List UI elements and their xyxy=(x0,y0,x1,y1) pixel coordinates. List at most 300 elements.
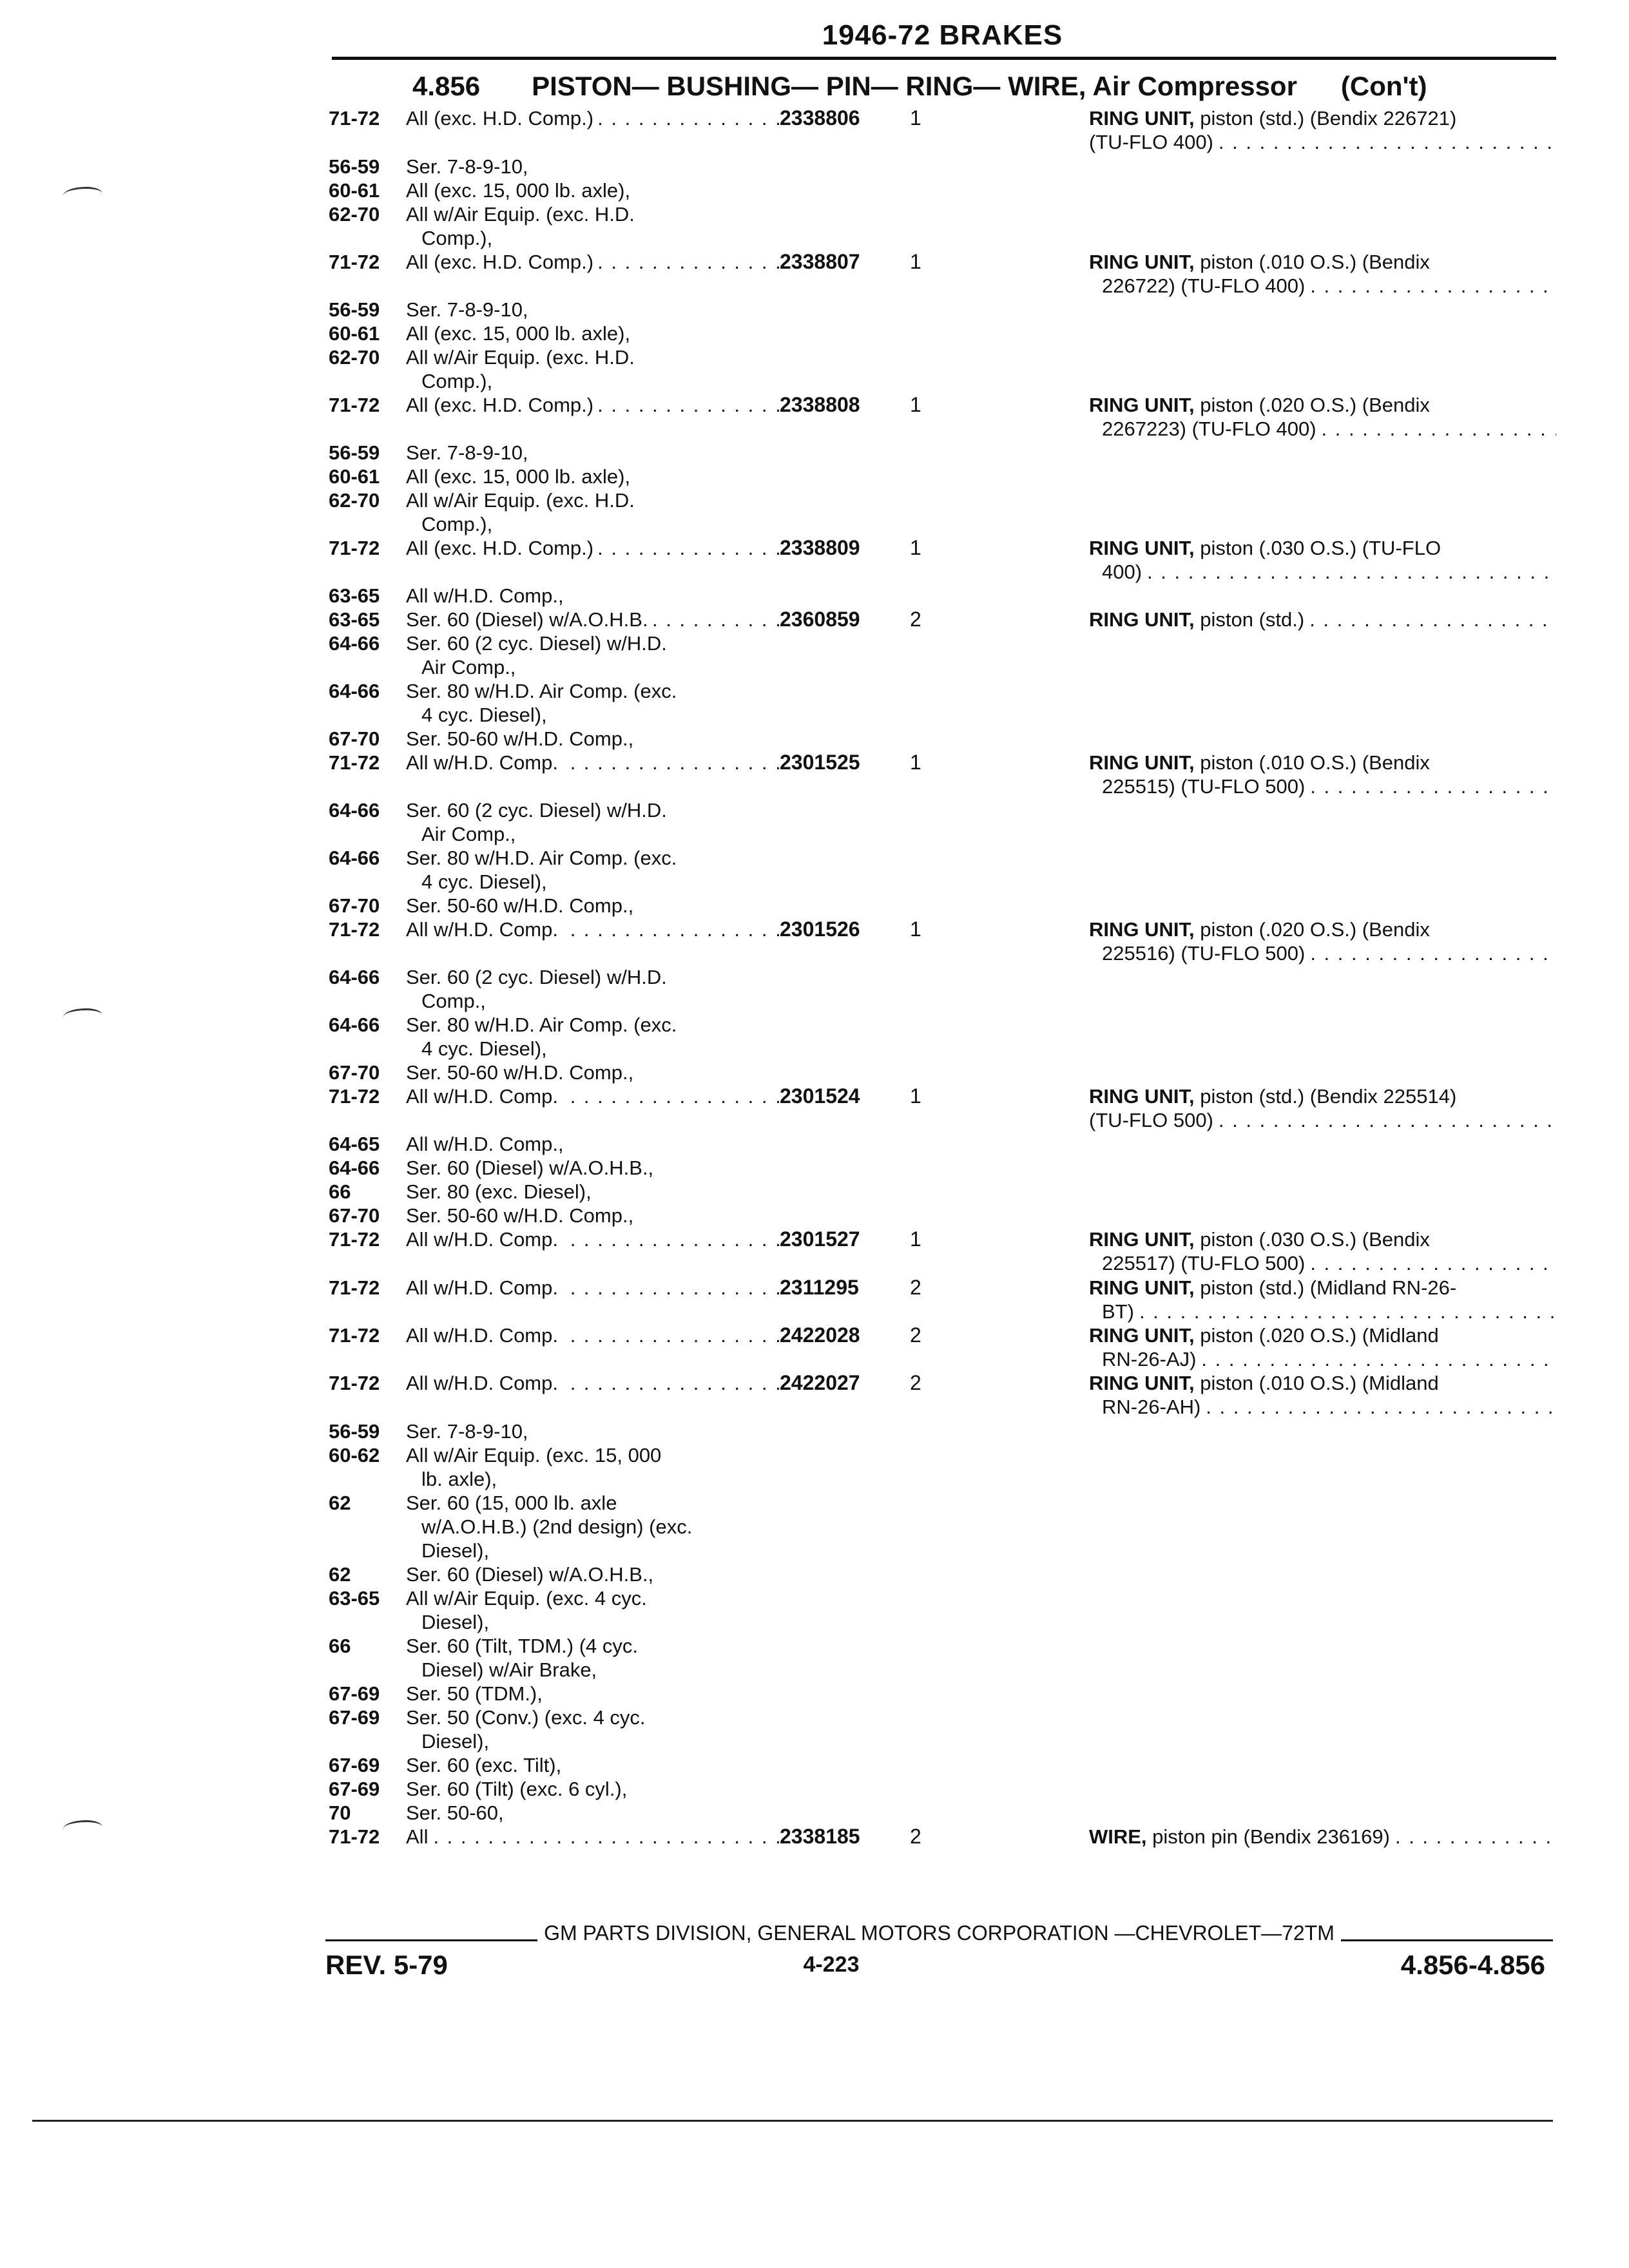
footer-page-number: 4-223 xyxy=(803,1952,860,1977)
description-detail: 400) xyxy=(1102,561,1142,583)
model-years: 62 xyxy=(329,1492,351,1514)
application-text xyxy=(406,226,780,250)
application-text xyxy=(406,250,780,274)
part-number: 2301525 xyxy=(780,751,860,774)
application-text-value: All w/Air Equip. (exc. H.D. xyxy=(406,203,639,226)
part-number: 2422028 xyxy=(780,1323,860,1347)
application-text xyxy=(406,1825,780,1849)
application-text xyxy=(406,751,780,774)
footer-rule-left xyxy=(325,1939,537,1941)
description-line xyxy=(1089,1371,1556,1395)
application-text-value: Ser. 60 (15, 000 lb. axle xyxy=(406,1492,621,1514)
description-detail: RN-26-AJ) xyxy=(1102,1348,1197,1370)
description-detail: (TU-FLO 500) xyxy=(1089,1109,1213,1131)
model-years: 71-72 xyxy=(329,1825,380,1848)
model-years: 67-69 xyxy=(329,1778,380,1800)
application-text-value: Air Comp., xyxy=(421,823,519,845)
application-text-value: All (exc. 15, 000 lb. axle), xyxy=(406,465,634,488)
application-text-value: Ser. 60 (Diesel) w/A.O.H.B. xyxy=(406,608,652,631)
description-detail: (TU-FLO 400) xyxy=(1089,131,1213,153)
application-text xyxy=(406,1013,780,1037)
application-text-value: Ser. 50-60 w/H.D. Comp., xyxy=(406,727,637,750)
application-line xyxy=(329,1132,780,1156)
description-line xyxy=(1089,1251,1556,1275)
application-text-value: Ser. 80 (exc. Diesel), xyxy=(406,1180,595,1203)
model-years xyxy=(329,1658,406,1682)
quantity: 2 xyxy=(910,1371,921,1394)
model-years: 60-61 xyxy=(329,322,380,345)
application-list xyxy=(329,798,780,941)
application-line xyxy=(329,989,780,1013)
application-line xyxy=(329,965,780,989)
model-years: 67-70 xyxy=(329,894,380,917)
model-years: 71-72 xyxy=(329,251,380,273)
description-item-name: RING UNIT, xyxy=(1089,1324,1195,1347)
application-text-value: Ser. 50 (Conv.) (exc. 4 cyc. xyxy=(406,1706,650,1729)
application-line xyxy=(329,1777,780,1801)
description-line xyxy=(1089,1395,1556,1419)
footer-rule-right xyxy=(1341,1939,1553,1941)
model-years xyxy=(329,1610,406,1634)
description-item-name: RING UNIT, xyxy=(1089,394,1195,416)
application-line xyxy=(329,918,780,941)
application-text-value: All w/H.D. Comp., xyxy=(406,584,568,607)
part-number: 2338806 xyxy=(780,106,860,130)
description-line xyxy=(1089,1300,1556,1323)
part-number: 2360859 xyxy=(780,608,860,631)
application-list xyxy=(329,155,780,274)
page-header-title: 1946-72 BRAKES xyxy=(822,19,1063,51)
part-number: 2422027 xyxy=(780,1371,860,1394)
application-line xyxy=(329,1562,780,1586)
description-item-name: RING UNIT, xyxy=(1089,751,1195,774)
application-line xyxy=(329,1227,780,1251)
application-text-value: Diesel), xyxy=(421,1539,493,1562)
part-number: 2311295 xyxy=(780,1276,859,1299)
application-list xyxy=(329,608,780,631)
application-line xyxy=(329,894,780,918)
application-text xyxy=(406,1658,780,1682)
application-line xyxy=(329,345,780,369)
application-list xyxy=(329,1371,780,1395)
application-line xyxy=(329,703,780,727)
application-text-value: All w/Air Equip. (exc. 15, 000 xyxy=(406,1444,665,1466)
application-text xyxy=(406,155,780,178)
application-text-value: All (exc. H.D. Comp.) xyxy=(406,537,597,559)
application-text-value: All w/H.D. Comp. xyxy=(406,918,562,941)
description-item-name: RING UNIT, xyxy=(1089,1276,1195,1299)
part-number: 2338808 xyxy=(780,393,860,416)
application-text xyxy=(406,822,780,846)
application-line xyxy=(329,488,780,512)
model-years: 67-70 xyxy=(329,727,380,750)
application-text xyxy=(406,870,780,894)
description-item-name: RING UNIT, xyxy=(1089,608,1195,631)
application-text-value: Ser. 60 (2 cyc. Diesel) w/H.D. xyxy=(406,799,671,822)
application-line xyxy=(329,1204,780,1227)
model-years: 71-72 xyxy=(329,1085,380,1108)
application-line xyxy=(329,1156,780,1180)
application-line xyxy=(329,226,780,250)
footer-corporation: GM PARTS DIVISION, GENERAL MOTORS CORPORATION —CHEVROLET—72TM xyxy=(544,1921,1335,1945)
model-years: 67-69 xyxy=(329,1682,380,1705)
description-line xyxy=(1089,774,1556,798)
description-detail: 225517) (TU-FLO 500) xyxy=(1102,1252,1306,1274)
model-years: 56-59 xyxy=(329,298,380,321)
application-text-value: Ser. 50-60 w/H.D. Comp., xyxy=(406,1204,637,1227)
description-detail: piston (.030 O.S.) (Bendix xyxy=(1194,1228,1430,1251)
description-detail: piston (std.) (Bendix 226721) xyxy=(1194,107,1457,130)
description-detail: piston (.010 O.S.) (Bendix xyxy=(1194,751,1430,774)
application-line xyxy=(329,1276,780,1300)
model-years: 71-72 xyxy=(329,1276,380,1299)
application-text xyxy=(406,345,780,369)
quantity: 1 xyxy=(910,393,921,416)
application-list xyxy=(329,1419,780,1849)
application-line xyxy=(329,1658,780,1682)
description-detail: piston pin (Bendix 236169) xyxy=(1146,1825,1390,1848)
application-text-value: All w/Air Equip. (exc. 4 cyc. xyxy=(406,1587,651,1610)
application-text-value: Diesel) w/Air Brake, xyxy=(421,1658,601,1681)
application-line xyxy=(329,322,780,345)
quantity: 1 xyxy=(910,106,921,130)
application-text xyxy=(406,918,780,941)
application-line xyxy=(329,1729,780,1753)
application-text-value: 4 cyc. Diesel), xyxy=(421,870,551,893)
description-line xyxy=(1089,1276,1556,1300)
description-line xyxy=(1089,918,1556,941)
description-line xyxy=(1089,1347,1556,1371)
application-text xyxy=(406,441,780,465)
binding-hole-mark xyxy=(63,1008,102,1023)
model-years: 71-72 xyxy=(329,1228,380,1251)
quantity: 1 xyxy=(910,751,921,774)
part-description xyxy=(1089,106,1556,154)
application-text-value: All (exc. H.D. Comp.) xyxy=(406,394,597,416)
application-text xyxy=(406,1180,780,1204)
application-text xyxy=(406,1682,780,1706)
application-line xyxy=(329,393,780,417)
application-text-value: All w/H.D. Comp. xyxy=(406,1276,562,1299)
application-text xyxy=(406,1706,780,1729)
part-description xyxy=(1089,1323,1556,1371)
application-line xyxy=(329,1682,780,1706)
application-line xyxy=(329,1801,780,1825)
application-line xyxy=(329,1037,780,1061)
application-text-value: Ser. 7-8-9-10, xyxy=(406,155,532,178)
model-years: 66 xyxy=(329,1635,351,1657)
application-list xyxy=(329,441,780,560)
application-text-value: Ser. 60 (Diesel) w/A.O.H.B., xyxy=(406,1157,657,1179)
application-text-value: All (exc. H.D. Comp.) xyxy=(406,107,597,130)
application-line xyxy=(329,202,780,226)
application-line xyxy=(329,1586,780,1610)
description-item-name: WIRE, xyxy=(1089,1825,1147,1848)
description-item-name: RING UNIT, xyxy=(1089,1372,1195,1394)
application-text-value: Air Comp., xyxy=(421,656,519,678)
application-text xyxy=(406,679,780,703)
model-years: 64-66 xyxy=(329,632,380,655)
model-years: 67-70 xyxy=(329,1061,380,1084)
application-line xyxy=(329,465,780,488)
application-text-value: Ser. 50 (TDM.), xyxy=(406,1682,546,1705)
application-line xyxy=(329,1443,780,1467)
description-detail: RN-26-AH) xyxy=(1102,1396,1201,1418)
description-line xyxy=(1089,560,1556,584)
model-years: 71-72 xyxy=(329,107,380,130)
model-years: 66 xyxy=(329,1180,351,1203)
application-line xyxy=(329,655,780,679)
application-text-value: Ser. 60 (exc. Tilt), xyxy=(406,1754,565,1776)
description-detail: BT) xyxy=(1102,1300,1134,1323)
application-text xyxy=(406,1610,780,1634)
model-years: 64-66 xyxy=(329,1157,380,1179)
application-text-value: Ser. 50-60 w/H.D. Comp., xyxy=(406,894,637,917)
description-line xyxy=(1089,1108,1556,1132)
footer-revision: REV. 5-79 xyxy=(325,1950,448,1980)
application-text xyxy=(406,1084,780,1108)
application-text xyxy=(406,1371,780,1395)
description-item-name: RING UNIT, xyxy=(1089,1085,1195,1108)
quantity: 2 xyxy=(910,1323,921,1347)
model-years: 64-66 xyxy=(329,1014,380,1036)
application-text xyxy=(406,894,780,918)
part-description xyxy=(1089,1084,1556,1132)
model-years: 63-65 xyxy=(329,608,380,631)
application-text xyxy=(406,1419,780,1443)
application-line xyxy=(329,1084,780,1108)
model-years: 71-72 xyxy=(329,1372,380,1394)
application-text xyxy=(406,989,780,1013)
model-years: 64-66 xyxy=(329,799,380,822)
model-years: 64-66 xyxy=(329,680,380,702)
application-text xyxy=(406,1777,780,1801)
part-number: 2301527 xyxy=(780,1227,860,1251)
application-text xyxy=(406,1467,780,1491)
model-years: 62-70 xyxy=(329,203,380,226)
part-description xyxy=(1089,1227,1556,1275)
application-text xyxy=(406,1729,780,1753)
description-line xyxy=(1089,130,1556,154)
application-line xyxy=(329,369,780,393)
application-text xyxy=(406,178,780,202)
description-detail: piston (std.) (Bendix 225514) xyxy=(1194,1085,1457,1108)
application-line xyxy=(329,798,780,822)
description-item-name: RING UNIT, xyxy=(1089,251,1195,273)
description-detail: piston (.020 O.S.) (Midland xyxy=(1194,1324,1439,1347)
description-detail: 226722) (TU-FLO 400) xyxy=(1102,274,1306,297)
description-line xyxy=(1089,608,1556,631)
description-item-name: RING UNIT, xyxy=(1089,537,1195,559)
part-description xyxy=(1089,918,1556,965)
application-text-value: 4 cyc. Diesel), xyxy=(421,704,551,726)
application-text xyxy=(406,846,780,870)
footer-corporation-line xyxy=(325,1921,1553,1945)
model-years: 60-61 xyxy=(329,465,380,488)
application-line xyxy=(329,1610,780,1634)
part-number: 2338809 xyxy=(780,536,860,559)
application-text-value: Comp.), xyxy=(421,370,496,392)
part-description xyxy=(1089,608,1556,631)
model-years: 56-59 xyxy=(329,155,380,178)
description-line xyxy=(1089,274,1556,298)
application-line xyxy=(329,1061,780,1084)
model-years: 63-65 xyxy=(329,584,380,607)
application-text-value: All w/Air Equip. (exc. H.D. xyxy=(406,489,639,512)
section-heading xyxy=(412,71,1427,102)
description-detail: piston (.030 O.S.) (TU-FLO xyxy=(1194,537,1441,559)
part-description xyxy=(1089,393,1556,441)
model-years: 62-70 xyxy=(329,346,380,369)
application-text-value: Comp.), xyxy=(421,227,496,249)
application-text xyxy=(406,322,780,345)
application-text-value: All w/H.D. Comp. xyxy=(406,1228,562,1251)
application-list xyxy=(329,106,780,130)
application-text xyxy=(406,1132,780,1156)
model-years: 64-66 xyxy=(329,847,380,869)
application-line xyxy=(329,106,780,130)
quantity: 1 xyxy=(910,250,921,273)
application-line xyxy=(329,679,780,703)
model-years: 67-69 xyxy=(329,1754,380,1776)
application-line xyxy=(329,1634,780,1658)
description-line xyxy=(1089,1825,1556,1849)
quantity: 1 xyxy=(910,536,921,559)
application-line xyxy=(329,1825,780,1849)
application-line xyxy=(329,441,780,465)
application-text-value: Diesel), xyxy=(421,1611,493,1633)
application-text xyxy=(406,798,780,822)
application-text xyxy=(406,1156,780,1180)
model-years: 67-69 xyxy=(329,1706,380,1729)
model-years: 56-59 xyxy=(329,1420,380,1443)
part-description xyxy=(1089,1371,1556,1419)
application-text-value: Diesel), xyxy=(421,1730,493,1753)
model-years xyxy=(329,870,406,894)
section-continued: (Con't) xyxy=(1340,71,1427,101)
application-text-value: All w/H.D. Comp. xyxy=(406,1372,562,1394)
application-text xyxy=(406,536,780,560)
application-text xyxy=(406,608,780,631)
description-line xyxy=(1089,536,1556,560)
application-text-value: Ser. 60 (Diesel) w/A.O.H.B., xyxy=(406,1563,657,1586)
part-number: 2301524 xyxy=(780,1084,860,1108)
application-text xyxy=(406,298,780,322)
description-detail: 225515) (TU-FLO 500) xyxy=(1102,775,1306,798)
model-years xyxy=(329,1515,406,1539)
header-rule xyxy=(332,57,1556,60)
application-list xyxy=(329,584,780,608)
application-text xyxy=(406,703,780,727)
model-years xyxy=(329,1539,406,1562)
model-years xyxy=(329,1467,406,1491)
description-line xyxy=(1089,1084,1556,1108)
application-line xyxy=(329,1419,780,1443)
application-line xyxy=(329,178,780,202)
application-list xyxy=(329,1323,780,1347)
model-years: 67-70 xyxy=(329,1204,380,1227)
application-text-value: All (exc. H.D. Comp.) xyxy=(406,251,597,273)
application-text xyxy=(406,1443,780,1467)
application-text xyxy=(406,393,780,417)
part-description xyxy=(1089,536,1556,584)
application-text-value: All w/H.D. Comp. xyxy=(406,1085,562,1108)
scan-bottom-rule xyxy=(32,2120,1553,2122)
application-line xyxy=(329,846,780,870)
description-line xyxy=(1089,941,1556,965)
application-text-value: Ser. 60 (2 cyc. Diesel) w/H.D. xyxy=(406,632,671,655)
application-text-value: All (exc. 15, 000 lb. axle), xyxy=(406,179,634,202)
description-line xyxy=(1089,106,1556,130)
application-line xyxy=(329,584,780,608)
application-text-value: Ser. 60 (Tilt) (exc. 6 cyl.), xyxy=(406,1778,631,1800)
description-line xyxy=(1089,1227,1556,1251)
application-line xyxy=(329,155,780,178)
application-text-value: Ser. 7-8-9-10, xyxy=(406,1420,532,1443)
application-text xyxy=(406,369,780,393)
application-text xyxy=(406,1491,780,1515)
application-list xyxy=(329,965,780,1108)
application-text-value: All (exc. 15, 000 lb. axle), xyxy=(406,322,634,345)
application-text-value: w/A.O.H.B.) (2nd design) (exc. xyxy=(421,1515,696,1538)
part-description xyxy=(1089,1825,1556,1849)
model-years xyxy=(329,655,406,679)
application-text xyxy=(406,1634,780,1658)
application-line xyxy=(329,822,780,846)
application-text-value: Ser. 80 w/H.D. Air Comp. (exc. xyxy=(406,680,680,702)
model-years xyxy=(329,1729,406,1753)
model-years: 71-72 xyxy=(329,918,380,941)
description-item-name: RING UNIT, xyxy=(1089,918,1195,941)
application-text xyxy=(406,465,780,488)
application-text xyxy=(406,1276,780,1300)
application-line xyxy=(329,1515,780,1539)
application-text-value: Ser. 80 w/H.D. Air Comp. (exc. xyxy=(406,1014,680,1036)
application-line xyxy=(329,1539,780,1562)
application-text xyxy=(406,202,780,226)
application-text xyxy=(406,727,780,751)
model-years: 64-65 xyxy=(329,1133,380,1155)
application-text-value: Ser. 80 w/H.D. Air Comp. (exc. xyxy=(406,847,680,869)
description-line xyxy=(1089,393,1556,417)
part-number: 2338185 xyxy=(780,1825,860,1848)
application-line xyxy=(329,1371,780,1395)
description-item-name: RING UNIT, xyxy=(1089,107,1195,130)
model-years xyxy=(329,703,406,727)
application-line xyxy=(329,1753,780,1777)
quantity: 1 xyxy=(910,918,921,941)
application-line xyxy=(329,298,780,322)
model-years: 71-72 xyxy=(329,394,380,416)
application-text xyxy=(406,1753,780,1777)
application-text xyxy=(406,1515,780,1539)
description-line xyxy=(1089,417,1556,441)
description-line xyxy=(1089,1323,1556,1347)
binding-hole-mark xyxy=(63,1820,102,1835)
application-list xyxy=(329,1276,780,1300)
application-text-value: lb. axle), xyxy=(421,1468,501,1490)
application-text xyxy=(406,1801,780,1825)
application-text-value: All xyxy=(406,1825,432,1848)
application-line xyxy=(329,608,780,631)
application-list xyxy=(329,631,780,774)
quantity: 2 xyxy=(910,608,921,631)
model-years: 62-70 xyxy=(329,489,380,512)
application-text-value: Ser. 50-60 w/H.D. Comp., xyxy=(406,1061,637,1084)
application-text xyxy=(406,1037,780,1061)
application-line xyxy=(329,1180,780,1204)
model-years: 62 xyxy=(329,1563,351,1586)
